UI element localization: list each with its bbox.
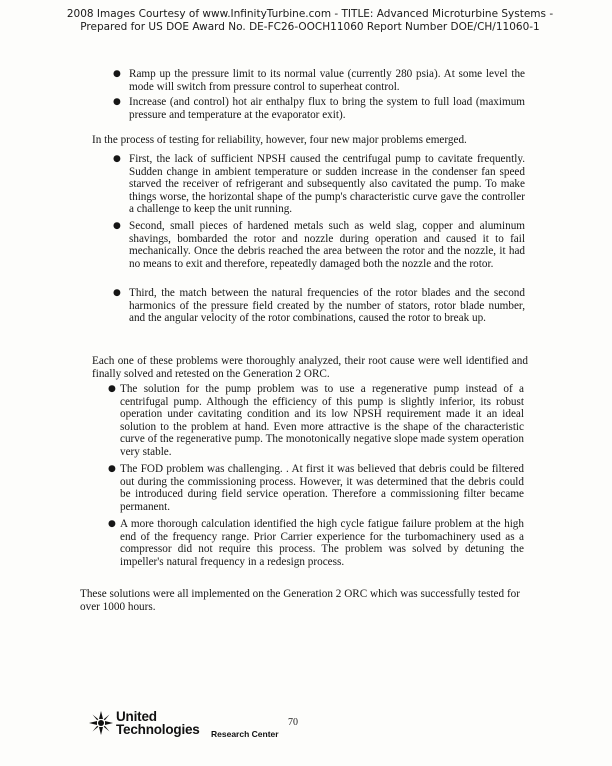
bullet-marker: ● bbox=[108, 384, 116, 394]
list-item: Increase (and control) hot air enthalpy flux to bring the system to full load (maximum pressure and temperature at the evaporator exit). bbox=[129, 96, 525, 121]
list-item: The solution for the pump problem was to use a regenerative pump instead of a centrifugal pump. Although the efficiency of this pump is slightly inferior, its robust operation under cavitating condition and its low NPSH requirement made it an ideal solution to the problem at hand. Even more attractive is the shape of the characteristic curve of the regenerative pump. The monotonically negative slope made system operation very stable. bbox=[120, 383, 524, 458]
list-item: The FOD problem was challenging. . At first it was believed that debris could be filtered out during the commissioning process. However, it was determined that the debris could be introduced during field service operation. Therefore a commissioning filter became permanent. bbox=[120, 463, 524, 513]
list-item: First, the lack of sufficient NPSH caused the centrifugal pump to cavitate frequently. Sudden change in ambient temperature or sudden increase in the condenser fan speed starved the receiver of refrigerant and subsequently also cavitated the pump. To make things worse, the horizontal shape of the pump's characteristic curve gave the controller a challenge to keep the unit running. bbox=[129, 153, 525, 216]
bullet-marker: ● bbox=[113, 288, 121, 298]
bullet-marker: ● bbox=[113, 69, 121, 79]
bullet-marker: ● bbox=[113, 97, 121, 107]
research-center-label: Research Center bbox=[211, 729, 279, 739]
list-item: Second, small pieces of hardened metals such as weld slag, copper and aluminum shavings, bombarded the rotor and nozzle during operation and caused it to fail mechanically. Once the debris reached the area between the rotor and the nozzle, it had no means to exit and therefore, repeatedly damaged both the nozzle and the rotor. bbox=[129, 220, 525, 270]
header-line-1: 2008 Images Courtesy of www.InfinityTurbine.com - TITLE: Advanced Microturbine Systems - bbox=[66, 8, 554, 20]
paragraph-analysis-intro: Each one of these problems were thoroughly analyzed, their root cause were well identified and finally solved and retested on the Generation 2 ORC. bbox=[92, 355, 528, 380]
bullet-marker: ● bbox=[113, 154, 121, 164]
bullet-marker: ● bbox=[108, 464, 116, 474]
page-number: 70 bbox=[288, 717, 298, 728]
paragraph-reliability-intro: In the process of testing for reliability, however, four new major problems emerged. bbox=[92, 134, 467, 146]
pinwheel-logo-icon bbox=[88, 710, 114, 736]
united-technologies-logo bbox=[88, 708, 228, 738]
logo-word-technologies: Technologies bbox=[116, 722, 200, 737]
paragraph-conclusion: These solutions were all implemented on the Generation 2 ORC which was successfully tested for over 1000 hours. bbox=[80, 588, 520, 613]
bullet-marker: ● bbox=[113, 221, 121, 231]
logo-word-united: United bbox=[116, 709, 157, 724]
header-line-2: Prepared for US DOE Award No. DE-FC26-OOCH11060 Report Number DOE/CH/11060-1 bbox=[80, 21, 540, 33]
bullet-marker: ● bbox=[108, 519, 116, 529]
list-item: Ramp up the pressure limit to its normal value (currently 280 psia). At some level the mode will switch from pressure control to superheat control. bbox=[129, 68, 525, 93]
list-item: Third, the match between the natural frequencies of the rotor blades and the second harmonics of the pressure field created by the number of stators, rotor blade number, and the angular velocity of the rotor combinations, caused the rotor to break up. bbox=[129, 287, 525, 325]
page-header bbox=[40, 8, 580, 34]
list-item: A more thorough calculation identified the high cycle fatigue failure problem at the high end of the frequency range. Prior Carrier experience for the turbomachinery used as a compressor did not require this process. The problem was solved by detuning the impeller's natural frequency in a redesign process. bbox=[120, 518, 524, 568]
